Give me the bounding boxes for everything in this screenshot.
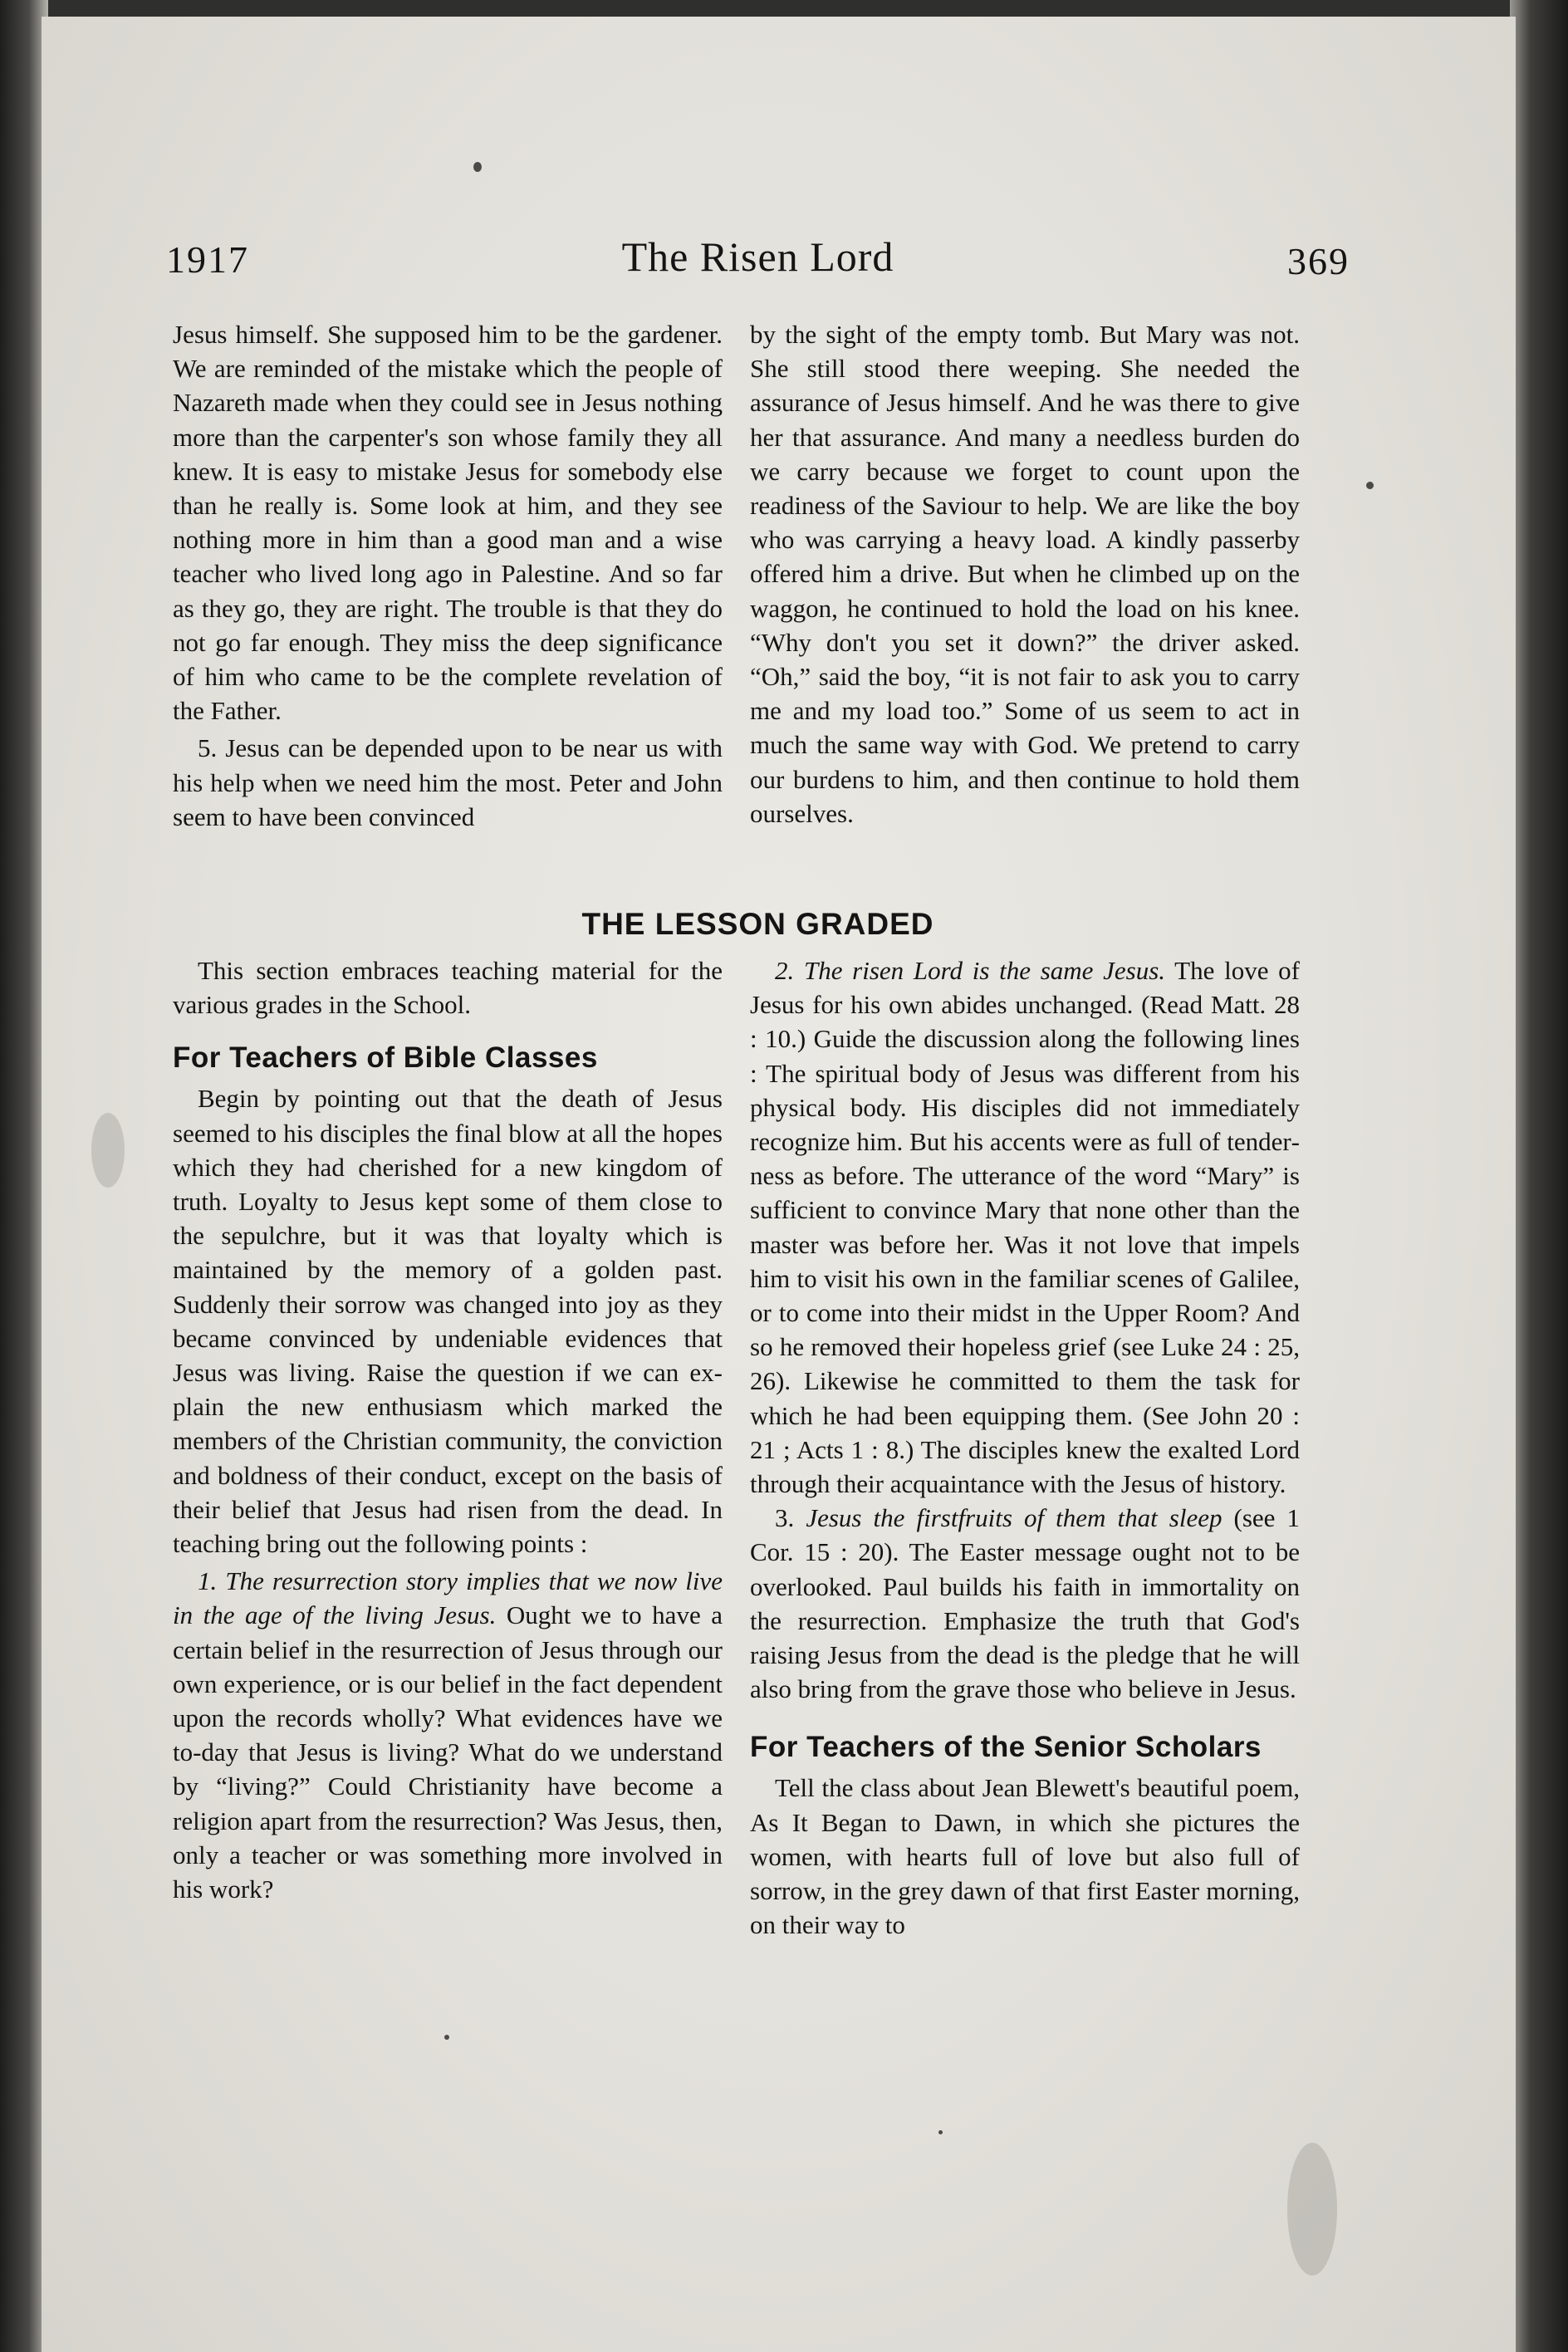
point-italic: 1. The resurrection story implies that we now live in the age of the living Jesus.: [173, 1566, 723, 1630]
point-italic: 2. The risen Lord is the same Jesus.: [775, 956, 1166, 985]
subheading-senior-scholars: For Teachers of the Senior Scholars: [750, 1731, 1262, 1764]
point-text: Ought we to have a certain belief in the resurrection of Jesus through our own experience, or is our belief in the fact dependent upon the records wholly? What evidences have we to-day that Jesus is living? What do we understand by “living?” Could Christianity have become a religion apart from the resurrection? Was Jesus, then, only a teacher or was something more involved in his work?: [173, 1600, 723, 1904]
running-header: [166, 233, 1350, 299]
header-year: 1917: [166, 238, 249, 281]
right-column-bottom: [750, 953, 1300, 2100]
ink-speck: [444, 2035, 449, 2040]
point-text: The love of Jesus for his own abides unchanged. (Read Matt. 28 : 10.) Guide the discussion along the following lines : The spiritual body of Jesus was different from his physical body. His disciples did not immediately recognize him. But his accents were as full of tenderness as before. The utterance of the word “Mary” is sufficient to convince Mary that none other than the master was before her. Was it not love that impels him to visit his own in the familiar scenes of Galilee, or to come into their midst in the Upper Room? And so he removed their hopeless grief (see Luke 24 : 25, 26). Likewise he committed to them the task for which he had been equipping them. (See John 20 : 21 ; Acts 1 : 8.) The disciples knew the exalted Lord through their acquaintance with the Jesus of history.: [750, 956, 1300, 1499]
paragraph: 5. Jesus can be depended upon to be near us with his help when we need him the most. Peter and John seem to have been convinced: [173, 733, 723, 831]
right-column-top: [750, 317, 1300, 890]
point-italic: Jesus the firstfruits of them that sleep: [806, 1503, 1223, 1533]
page-smudge: [1287, 2143, 1337, 2276]
page-number: 369: [1287, 240, 1350, 282]
ink-speck: [1366, 482, 1374, 489]
left-column-top: [173, 317, 723, 890]
header-title: The Risen Lord: [621, 233, 894, 280]
point-text: (see 1 Cor. 15 : 20). The Easter message ought not to be overlooked. Paul builds his faith in immortality on the resurrection. Emphasize the truth that God's raising Jesus from the dead is the pledge that he will also bring from the grave those who believe in Jesus.: [750, 1503, 1301, 1704]
left-column-bottom: [173, 953, 723, 2083]
section-heading: THE LESSON GRADED: [581, 907, 934, 941]
paragraph: Tell the class about Jean Blewett's beautiful poem, As It Began to Dawn, in which she pictures the women, with hearts full of love but also full of sorrow, in the grey dawn of that first Easter morning, on their way to: [750, 1773, 1300, 1940]
point-paragraph: [750, 953, 1300, 1501]
paragraph: by the sight of the empty tomb. But Mary was not. She still stood there weeping. She needed the assurance of Jesus himself. And he was there to give her that assurance. And many a needless burden do we carry because we forget to count upon the readiness of the Saviour to help. We are like the boy who was carrying a heavy load. A kindly passerby offered him a drive. But when he climbed up on the waggon, he continued to hold the load on his knee. “Why don't you set it down?” the driver asked. “Oh,” said the boy, “it is not fair to ask you to carry me and my load too.” Some of us seem to act in much the same way with God. We pretend to carry our burdens to him, and then continue to hold them ourselves.: [750, 320, 1300, 828]
book-page: [42, 17, 1516, 2352]
page-smudge: [91, 1113, 125, 1188]
ink-speck: [938, 2130, 943, 2134]
point-paragraph: [750, 1501, 1300, 1706]
subheading-bible-classes: For Teachers of Bible Classes: [173, 1041, 598, 1075]
paragraph: Begin by pointing out that the death of Jesus seemed to his disciples the final blow at all the hopes which they had cherished for a new kingdom of truth. Loyalty to Jesus kept some of them close to the sepulchre, but it was that loyalty which is maintained by the memory of a golden past. Suddenly their sorrow was changed into joy as they became convinced by undeniable evidences that Jesus was living. Raise the question if we can explain the new enthusiasm which marked the members of the Christian community, the conviction and boldness of their conduct, except on the basis of their belief that Jesus had risen from the dead. In teaching bring out the following points :: [173, 1084, 723, 1559]
paragraph: Jesus himself. She supposed him to be the gardener. We are reminded of the mistake which the people of Nazareth made when they could see in Jesus nothing more than the carpenter's son whose family they all knew. It is easy to mistake Jesus for somebody else than he really is. Some look at him, and they see nothing more in him than a good man and a wise teacher who lived long ago in Palestine. And so far as they go, they are right. The trouble is that they do not go far enough. They miss the deep significance of him who came to be the complete revelation of the Father.: [173, 320, 723, 726]
point-number: 3.: [775, 1503, 806, 1533]
point-paragraph: [173, 1564, 723, 1906]
right-book-edge: [1510, 0, 1568, 2352]
intro-paragraph: This section embraces teaching material for the various grades in the School.: [173, 956, 723, 1020]
ink-speck: [473, 162, 482, 172]
